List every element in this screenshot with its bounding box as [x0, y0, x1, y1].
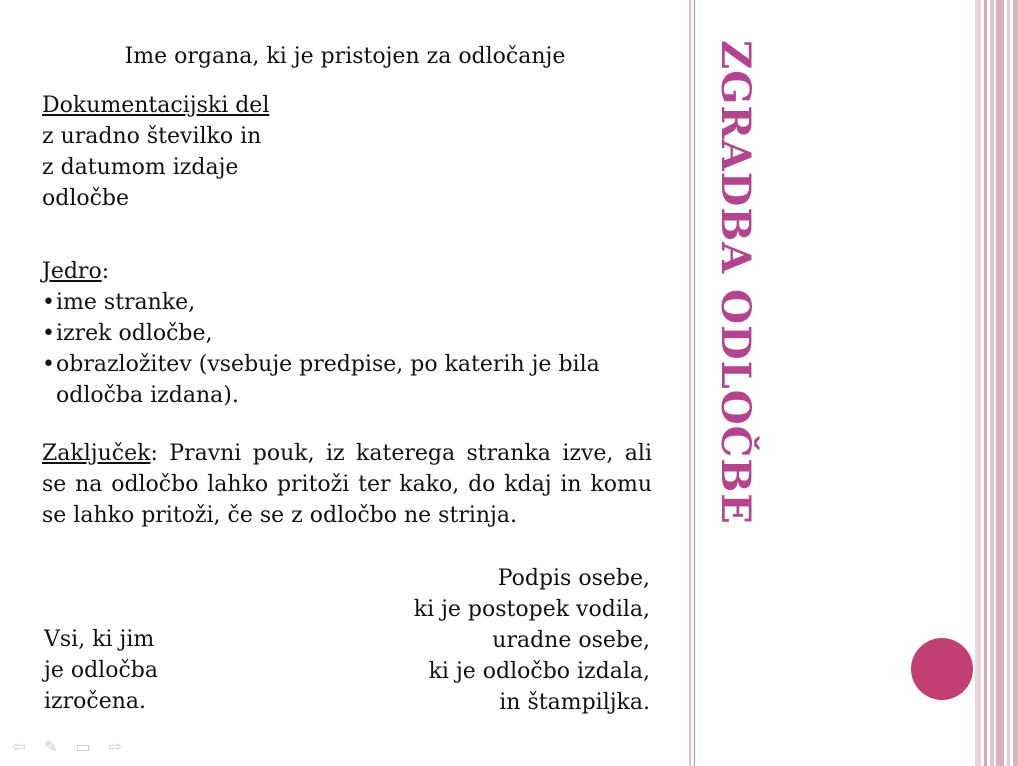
signature-line: ki je postopek vodila, — [413, 597, 650, 622]
nucleus-section — [42, 256, 652, 411]
divider-stripe — [694, 0, 695, 766]
nucleus-list — [42, 287, 652, 411]
conclusion-section — [42, 438, 652, 531]
decorative-dot — [911, 638, 973, 700]
slide-title: ZGRADBA ODLOČBE — [712, 40, 759, 525]
slide-navigation — [8, 736, 126, 756]
signature-line: Podpis osebe, — [497, 566, 650, 591]
divider-stripe — [975, 0, 981, 766]
authority-line: Ime organa, ki je pristojen za odločanje — [124, 44, 566, 69]
divider-stripe — [689, 0, 691, 766]
documentation-line: odločbe — [42, 186, 130, 211]
signature-line: uradne osebe, — [492, 628, 650, 653]
recipients-line: je odločba — [44, 658, 158, 683]
nucleus-heading: Jedro — [42, 259, 102, 284]
nucleus-colon: : — [101, 259, 110, 284]
list-item: • obrazložitev (vsebuje predpise, po katerih je bila — [42, 349, 652, 380]
back-arrow-icon[interactable]: ⇦ — [12, 736, 26, 756]
menu-icon[interactable]: ▭ — [75, 736, 91, 756]
recipients-line: Vsi, ki jim — [44, 627, 155, 652]
signature-line: ki je odločbo izdala, — [428, 659, 650, 684]
documentation-heading: Dokumentacijski del — [42, 93, 270, 118]
signature-line: in štampiljka. — [499, 690, 650, 715]
conclusion-text: : Pravni pouk, iz katerega stranka izve, ali se na odločbo lahko pritoži ter kako, do kdaj in komu se lahko pritoži, če se z odločbo ne strinja. — [42, 441, 652, 528]
conclusion-heading: Zaključek — [42, 441, 151, 466]
list-item: • ime stranke, — [42, 287, 652, 318]
divider-stripe — [1013, 0, 1018, 766]
documentation-line: z uradno številko in — [42, 124, 262, 149]
recipients-block — [44, 624, 264, 717]
pen-icon[interactable]: ✎ — [44, 736, 58, 756]
list-item-continuation: odločba izdana). — [56, 383, 239, 408]
documentation-section — [42, 90, 642, 214]
documentation-line: z datumom izdaje — [42, 155, 239, 180]
signature-block — [320, 563, 650, 718]
divider-stripe — [990, 0, 994, 766]
divider-stripe — [996, 0, 1004, 766]
recipients-line: izročena. — [44, 689, 147, 714]
divider-stripe — [1007, 0, 1010, 766]
list-item: • izrek odločbe, — [42, 318, 652, 349]
divider-stripe — [984, 0, 987, 766]
forward-arrow-icon[interactable]: ⇨ — [108, 736, 122, 756]
